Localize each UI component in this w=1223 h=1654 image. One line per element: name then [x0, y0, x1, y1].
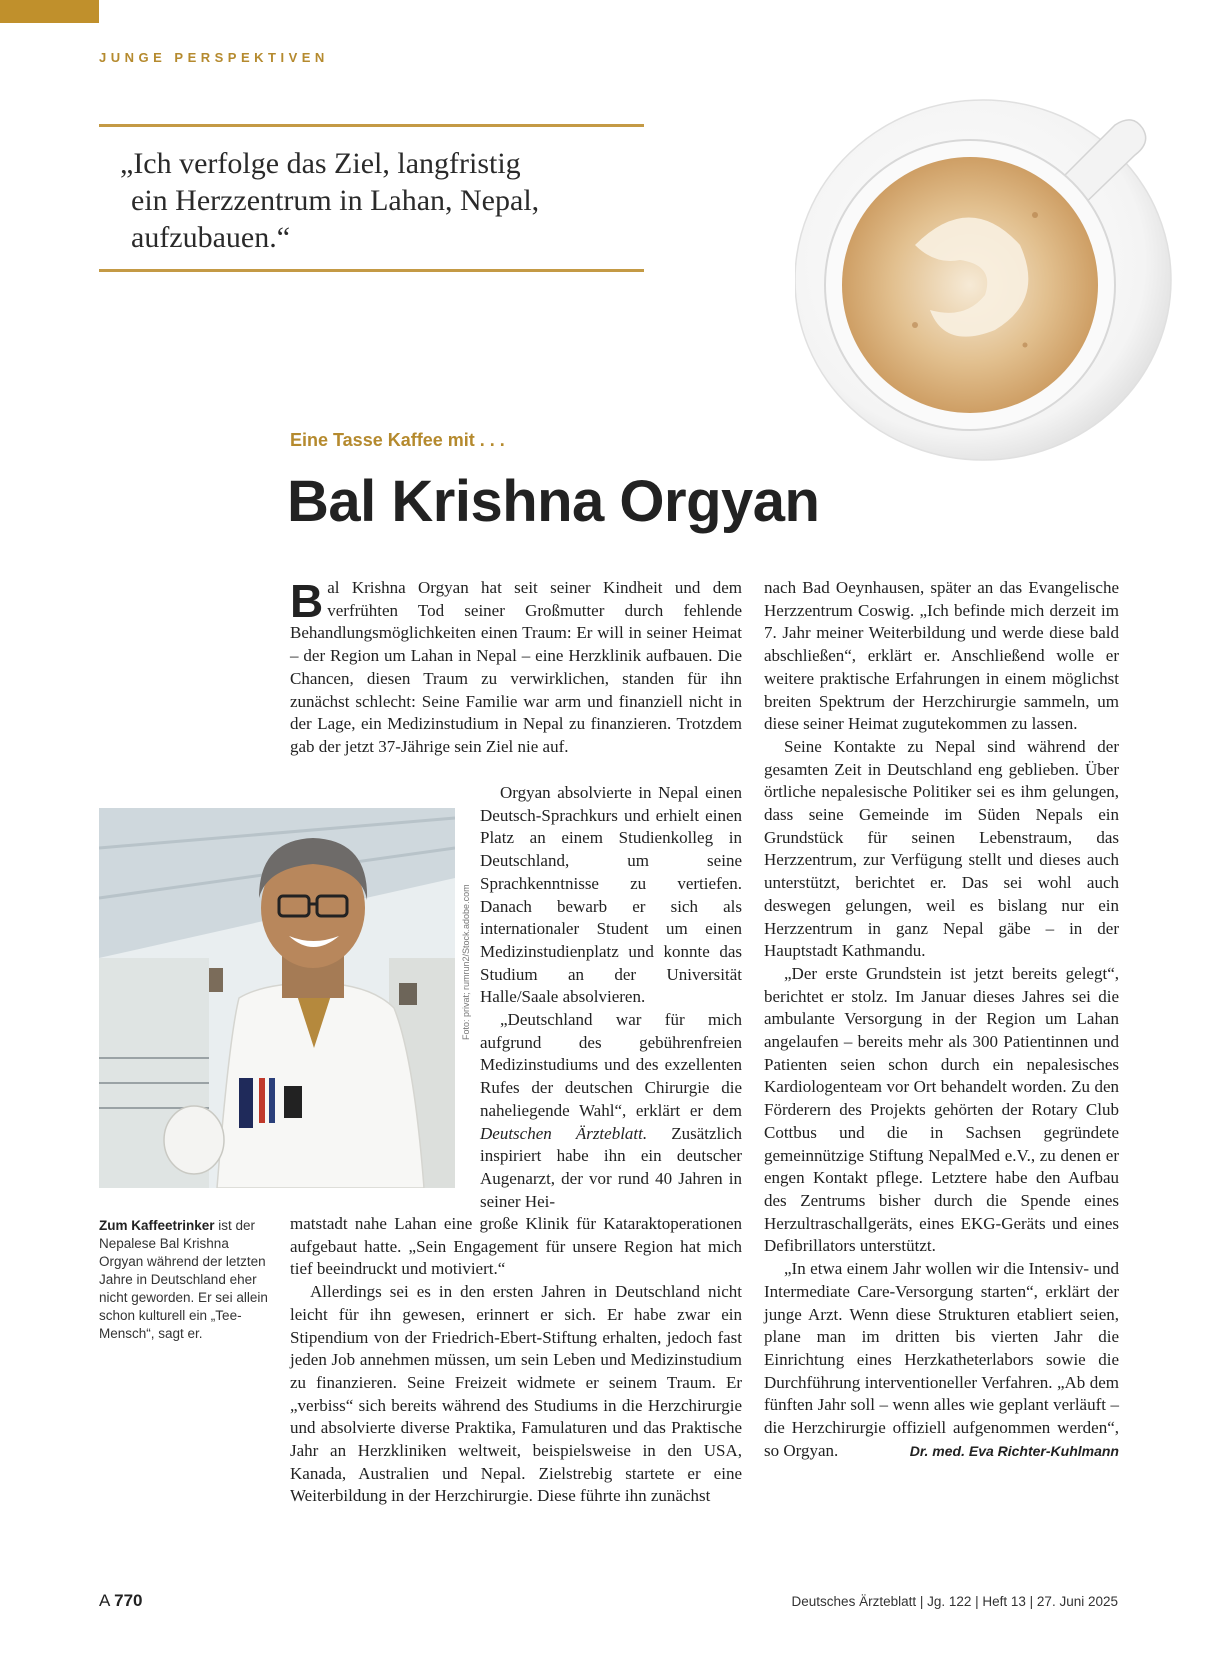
paragraph: Bal Krishna Orgyan hat seit seiner Kindheit und dem verfrühten Tod seiner Großmutter durch fehlende Behandlungsmöglichkeiten einen Traum: Er will in seiner Heimat – der Region um Lahan in Nepal – eine Herzklinik aufbauen. Die Chancen, diesen Traum zu verwirklichen, standen für ihn zunächst schlecht: Seine Familie war arm und finanziell nicht in der Lage, ein Medizinstudium in Nepal zu finanzieren. Trotzdem gab der jetzt 37-Jährige sein Ziel nie auf. [290, 575, 742, 756]
paragraph: Allerdings sei es in den ersten Jahren in Deutschland nicht leicht für ihn gewesen, erinnert er sich. Er habe zwar ein Stipendium von der Friedrich-Ebert-Stiftung erhalten, jedoch fast jeden Job annehmen müssen, um sein Leben und Medizinstudium zu finanzieren. Seine Freizeit widmete er seinem Traum. Er „verbiss“ sich bereits während des Studiums in die Herzchirurgie und absolvierte diverse Praktika, Famulaturen und das Praktische Jahr an Herzkliniken weltweit, beispielsweise in den USA, Kanada, Australien und Nepal. Zielstrebig startete er eine Weiterbildung in der Herzchirurgie. Diese führte ihn zunächst [290, 1282, 742, 1506]
quote-rule-bottom [99, 269, 644, 272]
author-byline: Dr. med. Eva Richter-Kuhlmann [909, 1442, 1119, 1459]
journal-name: Deutschen Ärzteblatt. [480, 1123, 648, 1143]
caption-lead: Zum Kaffeetrinker [99, 1218, 215, 1233]
photo-credit: Foto: privat; rumrun2/Stock.adobe.com [461, 884, 471, 1040]
quote-rule-top [99, 124, 644, 127]
portrait-photo [99, 808, 455, 1188]
paragraph: „Der erste Grundstein ist jetzt bereits gelegt“, berichtet er stolz. Im Januar dieses Jahres sei die ambulante Versorgung in der Region um Lahan angelaufen – bereits mehr als 300 Patientinnen und Patienten seien schon durch ein nepalesisches Kardiologenteam vor Ort behandelt worden. Zu den Förderern des Projekts gehörten der Rotary Club Cottbus und die in Sachsen gegründete gemeinnützige Stiftung NepalMed e.V., zu denen er engen Kontakt pflege. Letztere habe den Aufbau des Zentrums bisher durch die Spende eines Herzultraschallgeräts, eines EKG-Geräts und eines Defibrillators unterstützt. [764, 963, 1119, 1256]
coffee-cup-image [795, 95, 1185, 465]
pull-quote-line: aufzubauen.“ [131, 221, 291, 254]
section-label: JUNGE PERSPEKTIVEN [99, 50, 329, 65]
paragraph: Orgyan absolvierte in Nepal einen Deutsch-Sprachkurs und erhielt einen Platz an einem Studienkolleg in Deutschland, um seine Sprachkenntnisse zu vertiefen. Danach bewarb er sich als internationaler Student um einen Medizinstudienplatz und konnte das Studium an der Universität Halle/Saale absolvieren. [480, 783, 742, 1007]
article-kicker: Eine Tasse Kaffee mit . . . [290, 430, 505, 450]
paragraph: „Deutschland war für mich aufgrund des gebührenfreien Medizinstudiums und des exzellenten Rufes der deutschen Chirurgie die naheliegende Wahl“, erklärt er dem Deutschen Ärzteblatt. Zusätzlich inspiriert habe ihn ein deutscher Augenarzt, der vor rund 40 Jahren in seiner Hei- [480, 1010, 742, 1211]
page-number: A 770 [99, 1591, 143, 1610]
article-column [480, 782, 742, 1213]
paragraph: Seine Kontakte zu Nepal sind während der gesamten Zeit in Deutschland eng geblieben. Über örtliche nepalesische Politiker sei es ihm gelungen, dass seine Gemeinde im Süden Nepals ein Grundstück für seinen Lebenstraum, das Herzzentrum, zur Verfügung stellt und dieses auch unterstützt, berichtet er. Das sei wohl auch deswegen gelungen, weil es bislang nur ein Herzzentrum in ganz Nepal gäbe – in der Hauptstadt Kathmandu. [764, 736, 1119, 961]
photo-caption: Zum Kaffeetrinker ist der Nepalese Bal Krishna Orgyan während der letzten Jahre in Deutschland eher nicht geworden. Er sei allein schon kulturell ein „Tee-Mensch“, sagt er. [99, 1218, 268, 1341]
pull-quote-line: „Ich verfolge das Ziel, langfristig [120, 147, 521, 180]
corner-accent-bar [0, 0, 99, 23]
article-column [764, 577, 1119, 1462]
paragraph: matstadt nahe Lahan eine große Klinik für Kataraktoperationen aufgebaut hatte. „Sein Engagement für unsere Region hat mich tief beeindruckt und motiviert.“ [290, 1214, 742, 1279]
publication-info: Deutsches Ärzteblatt | Jg. 122 | Heft 13 | 27. Juni 2025 [791, 1594, 1118, 1609]
article-column [290, 1213, 742, 1508]
paragraph: nach Bad Oeynhausen, später an das Evangelische Herzzentrum Coswig. „Ich befinde mich derzeit im 7. Jahr meiner Weiterbildung und werde diese bald abschließen“, erklärt er. Anschließend wolle er weitere praktische Erfahrungen in einem möglichst breiten Spektrum der Herzchirurgie sammeln, um diese seiner Heimat zugutekommen zu lassen. [764, 578, 1119, 734]
article-column [290, 577, 742, 759]
paragraph: „In etwa einem Jahr wollen wir die Intensiv- und Intermediate Care-Versorgung starten“, erklärt der junge Arzt. Wenn diese Strukturen etabliert seien, plane man im dritten bis vierten Jahr die Einrichtung eines Herzkatheterlabors sowie die Durchführung interventioneller Verfahren. „Ab dem fünften Jahr soll – wenn alles wie geplant verläuft – die Herzchirurgie offiziell aufgenommen werden“, so Orgyan. Dr. med. Eva Richter-Kuhlmann [764, 1258, 1119, 1462]
article-title: Bal Krishna Orgyan [287, 469, 820, 534]
pull-quote [120, 145, 640, 256]
pull-quote-line: ein Herzzentrum in Lahan, Nepal, [131, 184, 540, 217]
drop-cap: B [290, 575, 324, 627]
